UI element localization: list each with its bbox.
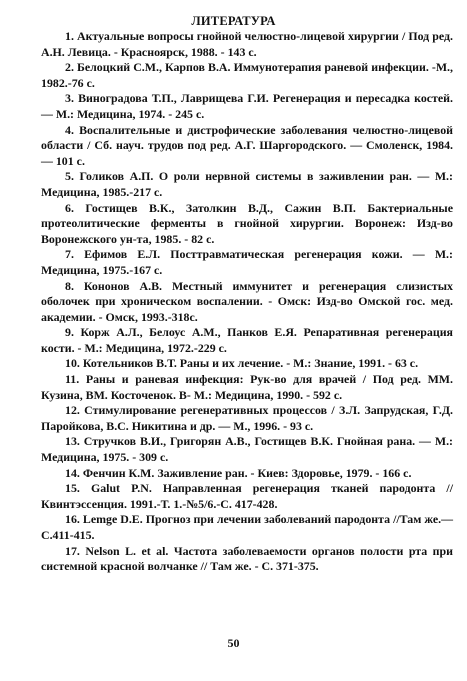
reference-item: 16. Lemge D.E. Прогноз при лечении заболеваний пародонта //Там же.—С.411-415. (41, 512, 453, 542)
reference-item: 2. Белоцкий С.М., Карпов В.А. Иммунотерапия раневой инфекции. -М., 1982.-76 с. (41, 60, 453, 90)
page-title: ЛИТЕРАТУРА (191, 14, 276, 28)
page-number: 50 (227, 636, 240, 650)
reference-item: 8. Кононов А.В. Местный иммунитет и регенерация слизистых оболочек при хроническом воспалении. - Омск: Изд-во Омской гос. мед. академии. - Омск, 1993.-318с. (41, 278, 453, 324)
reference-item: 5. Голиков А.П. О роли нервной системы в заживлении ран. — М.: Медицина, 1985.-217 с. (41, 169, 453, 199)
reference-item: 6. Гостищев В.К., Затолкин В.Д., Сажин В.П. Бактериальные протеолитические ферменты в гнойной хирургии. Воронеж: Изд-во Воронежского ун-та, 1985. - 82 с. (41, 200, 453, 246)
reference-item: 17. Nelson L. et al. Частота заболеваемости органов полости рта при системной красной волчанке // Там же. - С. 371-375. (41, 543, 453, 574)
reference-item: 9. Корж А.Л., Белоус А.М., Панков Е.Я. Репаративная регенерация кости. - М.: Медицина, 1972.-229 с. (41, 325, 453, 355)
reference-item: 14. Фенчин К.М. Заживление ран. - Киев: Здоровье, 1979. - 166 с. (65, 465, 412, 480)
reference-item: 13. Стручков В.И., Григорян А.В., Гостищев В.К. Гнойная рана. — М.: Медицина, 1975. - 309 с. (41, 434, 453, 465)
reference-item: 7. Ефимов Е.Л. Посттравматическая регенерация кожи. — М.: Медицина, 1975.-167 с. (41, 247, 453, 277)
reference-item: 10. Котельников В.Т. Раны и их лечение. - М.: Знание, 1991. - 63 с. (65, 356, 419, 371)
reference-item: 3. Виноградова Т.П., Лаврищева Г.И. Регенерация и пересадка костей. — М.: Медицина, 1974. - 245 с. (41, 91, 453, 121)
reference-item: 4. Воспалительные и дистрофические заболевания челюстно-лицевой области / Сб. науч. трудов под ред. А.Г. Шаргородского. — Смоленск, 1984. — 101 с. (41, 122, 453, 168)
reference-item: 11. Раны и раневая инфекция: Рук-во для врачей / Под ред. ММ. Кузина, ВМ. Косточенок. В- М.: Медицина, 1990. - 592 с. (41, 372, 453, 402)
reference-list (41, 29, 453, 575)
reference-item: 15. Galut P.N. Направленная регенерация тканей пародонта // Квинтэссенция. 1991.-Т. 1.-№5/6.-С. 417-428. (41, 481, 453, 511)
reference-item: 1. Актуальные вопросы гнойной челюстно-лицевой хирургии / Под ред. А.Н. Левица. - Красноярск, 1988. - 143 с. (41, 29, 453, 59)
reference-item: 12. Стимулирование регенеративных процессов / З.Л. Запрудская, Г.Д. Паройкова, В.С. Никитина и др. — М., 1996. - 93 с. (41, 403, 453, 433)
